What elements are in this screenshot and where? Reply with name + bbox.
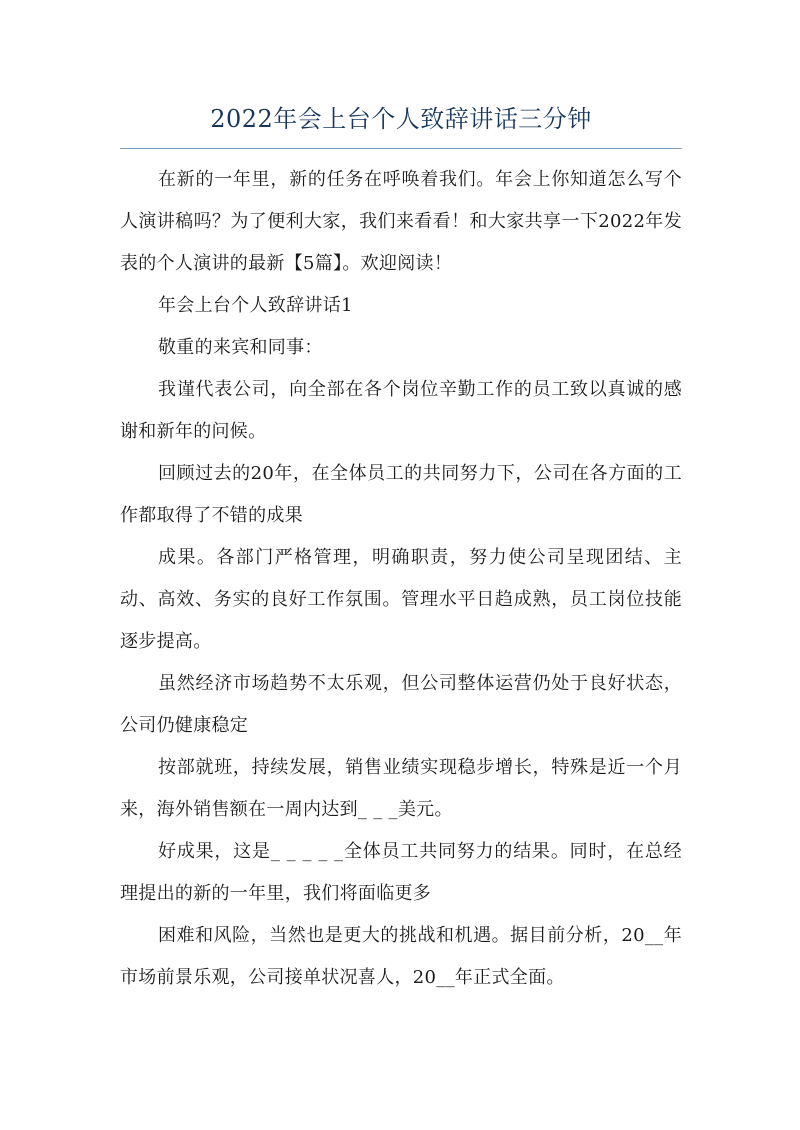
paragraph: 成果。各部门严格管理，明确职责，努力使公司呈现团结、主动、高效、务实的良好工作氛围。管理水平日趋成熟，员工岗位技能逐步提高。 [120, 547, 682, 652]
paragraph-intro: 在新的一年里，新的任务在呼唤着我们。年会上你知道怎么写个人演讲稿吗？为了便利大家，我们来看看！和大家共享一下2022年发表的个人演讲的最新【5篇】。欢迎阅读！ [120, 169, 682, 274]
paragraph: 虽然经济市场趋势不太乐观，但公司整体运营仍处于良好状态，公司仍健康稳定 [120, 673, 682, 736]
paragraph: 好成果，这是_ _ _ _ _全体员工共同努力的结果。同时，在总经理提出的新的一年里，我们将面临更多 [120, 841, 682, 904]
title-divider [120, 148, 682, 149]
paragraph: 按部就班，持续发展，销售业绩实现稳步增长，特殊是近一个月来，海外销售额在一周内达到_ _ _美元。 [120, 757, 682, 820]
document-body [120, 159, 682, 999]
paragraph: 我谨代表公司，向全部在各个岗位辛勤工作的员工致以真诚的感谢和新年的问候。 [120, 379, 682, 442]
section-heading: 年会上台个人致辞讲话1 [158, 295, 353, 316]
salutation: 敬重的来宾和同事： [158, 337, 323, 358]
paragraph: 回顾过去的20年，在全体员工的共同努力下，公司在各方面的工作都取得了不错的成果 [120, 463, 682, 526]
paragraph: 困难和风险，当然也是更大的挑战和机遇。据目前分析，20__年市场前景乐观，公司接单状况喜人，20__年正式全面。 [120, 925, 682, 988]
document-title: 2022年会上台个人致辞讲话三分钟 [210, 105, 592, 133]
